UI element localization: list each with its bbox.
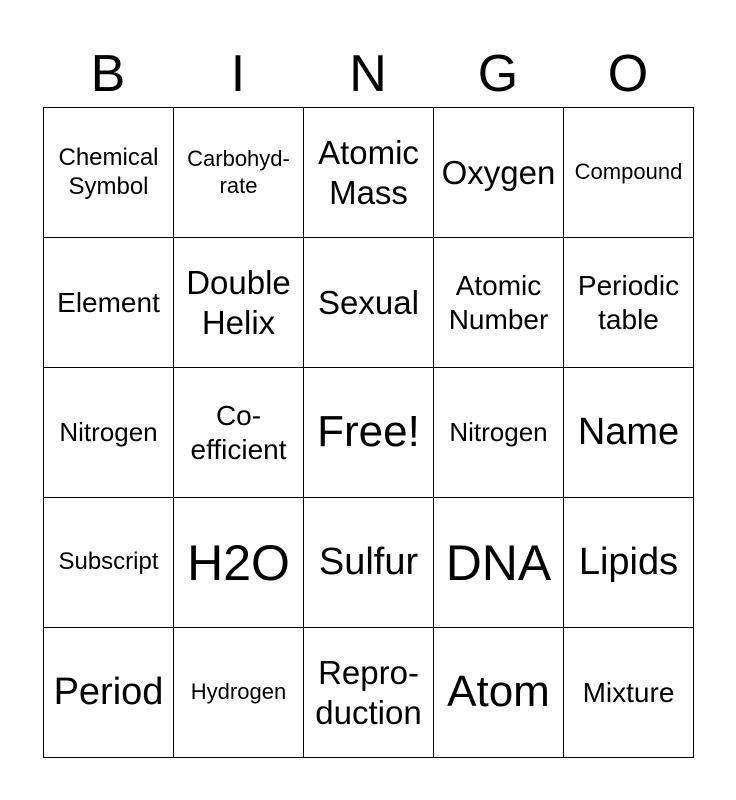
bingo-cell[interactable] xyxy=(564,368,694,498)
bingo-row-1 xyxy=(44,108,694,238)
bingo-cell[interactable] xyxy=(44,368,174,498)
bingo-cell[interactable] xyxy=(434,628,564,758)
cell-label: Chemical Symbol xyxy=(58,143,159,200)
cell-label: Oxygen xyxy=(441,153,556,191)
cell-label: Element xyxy=(57,286,160,318)
bingo-cell[interactable] xyxy=(564,108,694,238)
bingo-cell[interactable] xyxy=(174,628,304,758)
bingo-row-3 xyxy=(44,368,694,498)
bingo-cell[interactable] xyxy=(304,108,434,238)
bingo-cell[interactable] xyxy=(304,498,434,628)
bingo-row-4 xyxy=(44,498,694,628)
bingo-cell[interactable] xyxy=(304,238,434,368)
bingo-cell[interactable] xyxy=(434,108,564,238)
cell-label: Mixture xyxy=(582,676,675,708)
bingo-cell[interactable] xyxy=(564,498,694,628)
header-letter-o: O xyxy=(607,45,649,103)
bingo-cell[interactable] xyxy=(434,368,564,498)
cell-label: Hydrogen xyxy=(190,679,287,705)
cell-label: Nitrogen xyxy=(449,416,548,447)
bingo-cell[interactable] xyxy=(174,108,304,238)
cell-label: DNA xyxy=(445,534,552,591)
bingo-cell[interactable] xyxy=(174,238,304,368)
cell-label: Sulfur xyxy=(318,540,419,583)
cell-label: Atomic Mass xyxy=(318,133,419,211)
cell-label: Name xyxy=(577,410,680,453)
bingo-cell[interactable] xyxy=(174,498,304,628)
cell-label: Compound xyxy=(574,159,683,185)
bingo-cell[interactable] xyxy=(44,238,174,368)
header-letter-g: G xyxy=(477,45,519,103)
cell-label: Subscript xyxy=(58,548,159,576)
bingo-row-5 xyxy=(44,628,694,758)
free-space-label: Free! xyxy=(317,407,420,457)
header-letter-i: I xyxy=(230,45,246,103)
bingo-row-2 xyxy=(44,238,694,368)
cell-label: Atomic Number xyxy=(448,269,549,335)
cell-label: Periodic table xyxy=(577,269,680,335)
free-space-cell[interactable] xyxy=(304,368,434,498)
bingo-header xyxy=(43,42,693,106)
bingo-cell[interactable] xyxy=(44,628,174,758)
bingo-cell[interactable] xyxy=(434,238,564,368)
bingo-cell[interactable] xyxy=(44,498,174,628)
bingo-cell[interactable] xyxy=(564,628,694,758)
bingo-cell[interactable] xyxy=(564,238,694,368)
header-letter-b: B xyxy=(90,45,126,103)
cell-label: Period xyxy=(53,670,164,713)
header-letter-n: N xyxy=(349,45,387,103)
cell-label: H2O xyxy=(187,534,290,591)
bingo-cell[interactable] xyxy=(174,368,304,498)
cell-label: Nitrogen xyxy=(59,416,158,447)
cell-label: Atom xyxy=(447,667,550,717)
cell-label: Sexual xyxy=(318,283,419,321)
bingo-card xyxy=(43,107,694,758)
bingo-cell[interactable] xyxy=(44,108,174,238)
bingo-cell[interactable] xyxy=(434,498,564,628)
cell-label: Double Helix xyxy=(186,263,291,341)
bingo-cell[interactable] xyxy=(304,628,434,758)
cell-label: Carbohyd-rate xyxy=(187,146,290,198)
cell-label: Co-efficient xyxy=(190,399,287,465)
cell-label: Lipids xyxy=(578,540,679,583)
cell-label: Repro-duction xyxy=(315,653,422,731)
